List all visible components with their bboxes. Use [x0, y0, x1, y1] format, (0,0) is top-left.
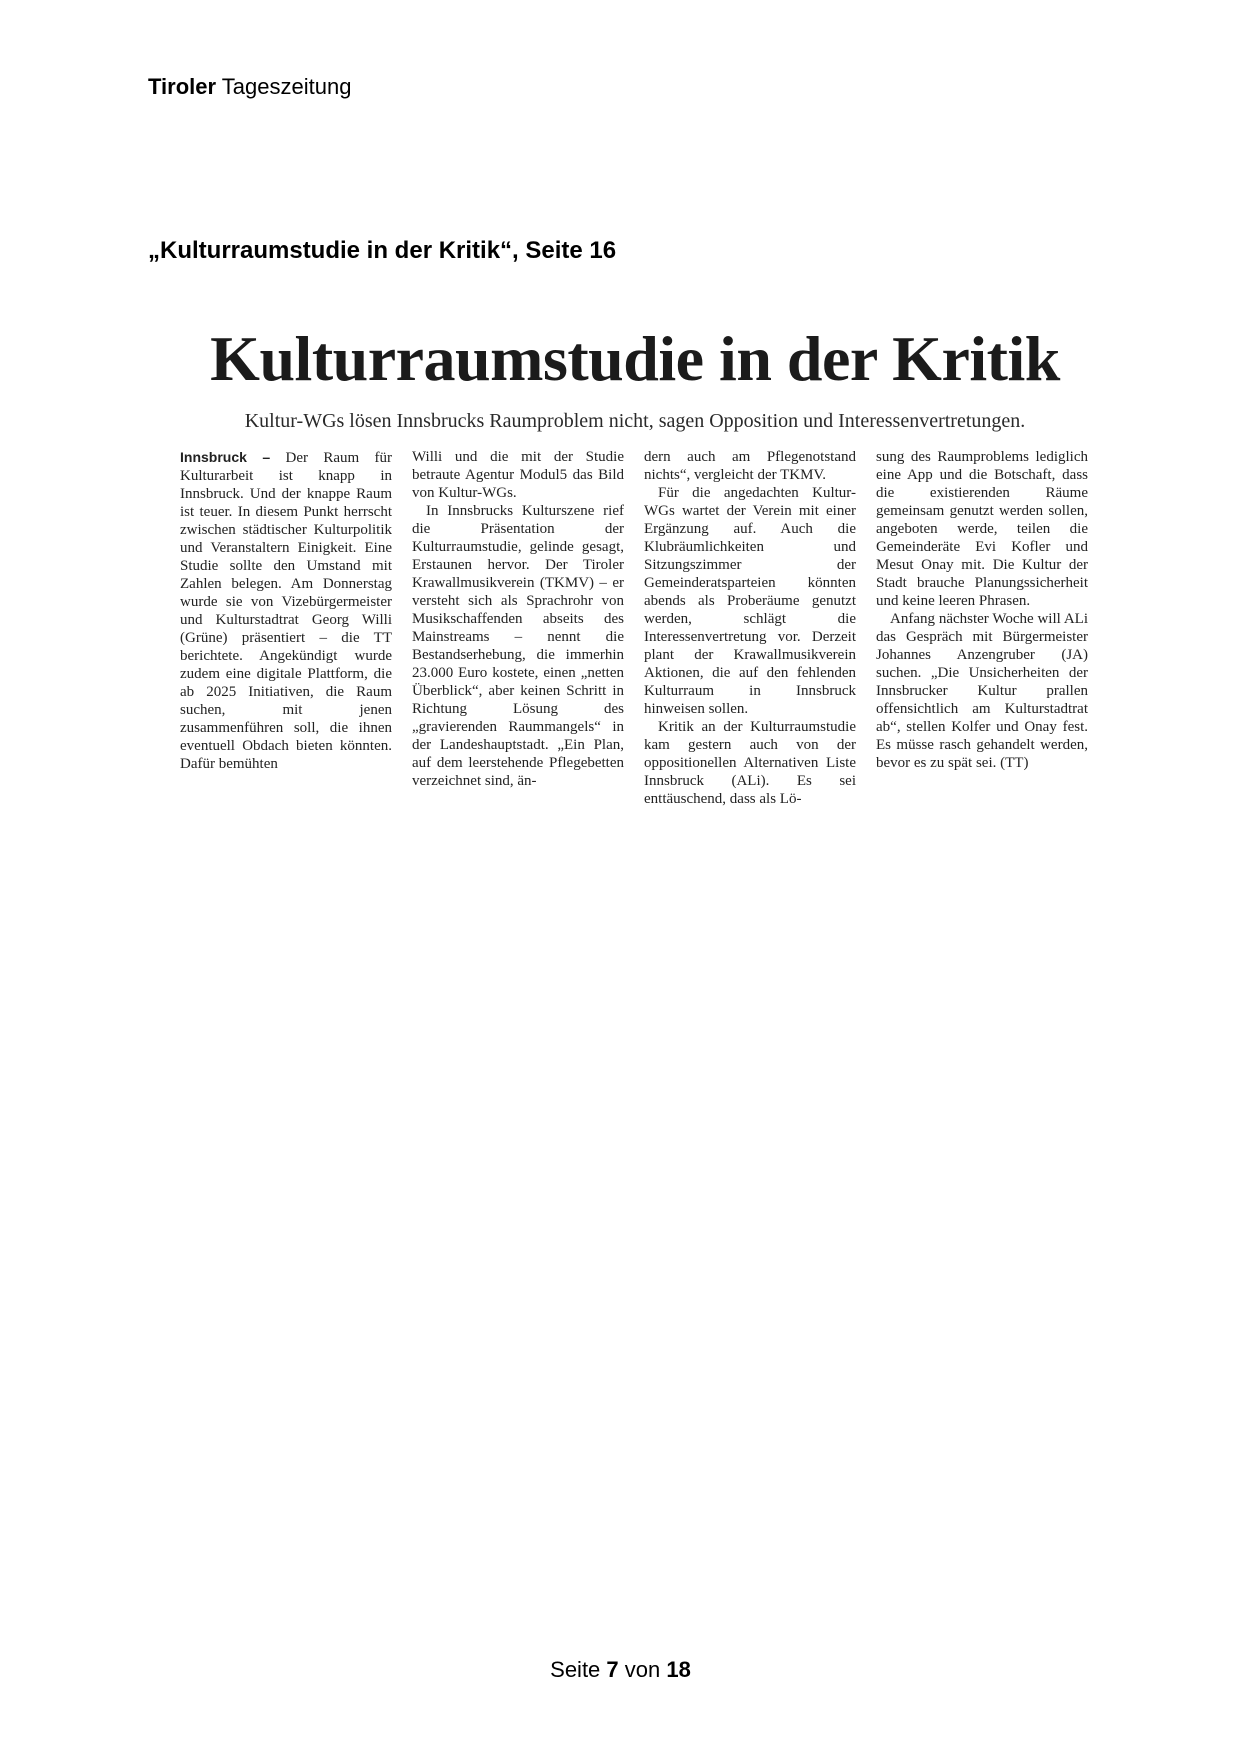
article-clipping [180, 320, 1090, 808]
footer-page-number: 7 [606, 1657, 619, 1682]
footer-page-total: 18 [666, 1657, 691, 1682]
article-paragraph: dern auch am Pflegenotstand nichts“, vergleicht der TKMV. [644, 449, 856, 483]
article-paragraph: In Innsbrucks Kulturszene rief die Präsentation der Kulturraumstudie, gelinde gesagt, Erstaunen hervor. Der Tiroler Krawallmusikverein (TKMV) – er versteht sich als Sprachrohr von Musikschaffenden abseits des Mainstreams – nennt die Bestandserhebung, die immerhin 23.000 Euro kostete, einen „netten Überblick“, aber keinen Schritt in Richtung Lösung des „gravierenden Raummangels“ in der Landeshauptstadt. „Ein Plan, auf dem leerstehende Pflegebetten verzeichnet sind, än- [412, 503, 624, 789]
article-column-3 [644, 448, 856, 808]
footer-prefix: Seite [550, 1657, 607, 1682]
publication-name-rest: Tageszeitung [216, 74, 352, 99]
article-subline: Kultur-WGs lösen Innsbrucks Raumproblem nicht, sagen Opposition und Interessenvertretungen. [244, 410, 1026, 432]
article-reference: „Kulturraumstudie in der Kritik“, Seite 16 [148, 237, 617, 264]
article-paragraph [180, 448, 392, 773]
article-dateline: Innsbruck – [180, 449, 271, 465]
publication-name-bold: Tiroler [148, 74, 217, 99]
article-headline: Kulturraumstudie in der Kritik [210, 323, 1060, 394]
article-paragraph: Kritik an der Kulturraumstudie kam gestern auch von der oppositionellen Alternativen Liste Innsbruck (ALi). Es sei enttäuschend, dass als Lö- [644, 719, 856, 807]
footer-middle: von [618, 1657, 667, 1682]
article-column-1 [180, 448, 392, 808]
article-paragraph: sung des Raumproblems lediglich eine App und die Botschaft, dass die existierenden Räume gemeinsam genutzt werden sollen, angeboten werde, teilen die Gemeinderäte Evi Kofler und Mesut Onay mit. Die Kultur der Stadt brauche Planungssicherheit und keine leeren Phrasen. [876, 449, 1088, 609]
article-paragraph: Willi und die mit der Studie betraute Agentur Modul5 das Bild von Kultur-WGs. [412, 449, 624, 501]
publication-name [148, 74, 351, 100]
page-footer [0, 1657, 1241, 1683]
article-paragraph: Anfang nächster Woche will ALi das Gespräch mit Bürgermeister Johannes Anzengruber (JA) suchen. „Die Unsicherheiten der Innsbrucker Kultur prallen offensichtlich am Kulturstadtrat ab“, stellen Kolfer und Onay fest. Es müsse rasch gehandelt werden, bevor es zu spät sei. (TT) [876, 611, 1088, 771]
article-paragraph: Für die angedachten Kultur-WGs wartet der Verein mit einer Ergänzung auf. Auch die Klubräumlichkeiten und Sitzungszimmer der Gemeinderatsparteien könnten abends als Proberäume genutzt werden, schlägt die Interessenvertretung vor. Derzeit plant der Krawallmusikverein Aktionen, die auf den fehlenden Kulturraum in Innsbruck hinweisen sollen. [644, 485, 856, 717]
article-column-4 [876, 448, 1088, 808]
article-column-2 [412, 448, 624, 808]
article-columns [180, 448, 1090, 808]
article-text: Der Raum für Kulturarbeit ist knapp in Innsbruck. Und der knappe Raum ist teuer. In diesem Punkt herrscht zwischen städtischer Kulturpolitik und Veranstaltern Einigkeit. Eine Studie sollte den Umstand mit Zahlen belegen. Am Donnerstag wurde sie von Vizebürgermeister und Kulturstadtrat Georg Willi (Grüne) präsentiert – die TT berichtete. Angekündigt wurde zudem eine digitale Plattform, die ab 2025 Initiativen, die Raum suchen, mit jenen zusammenführen soll, die ihnen eventuell Obdach bieten könnten. Dafür bemühten [180, 450, 392, 772]
